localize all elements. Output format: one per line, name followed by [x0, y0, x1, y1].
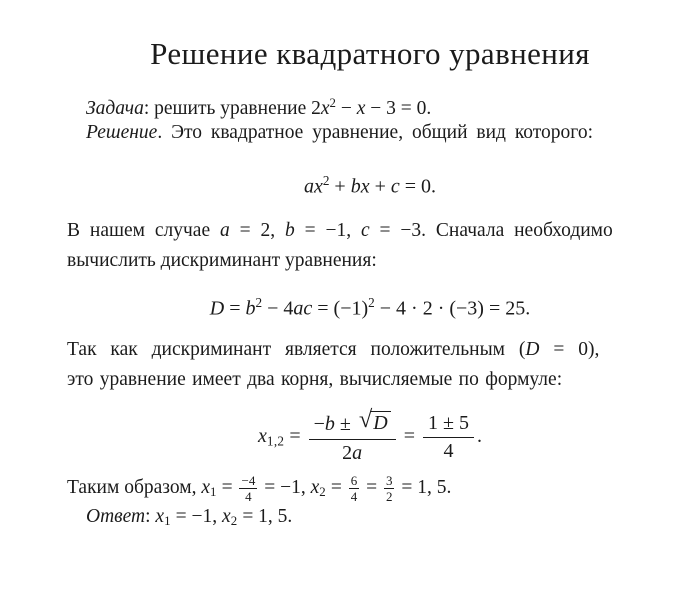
- fraction-numerator: [349, 474, 360, 489]
- math-token: = 2,: [229, 220, 285, 241]
- math-token: −: [313, 413, 325, 436]
- math-token: 3: [385, 473, 393, 489]
- answer-values: [145, 506, 292, 527]
- math-token: c: [361, 220, 370, 241]
- math-token: D: [373, 412, 388, 435]
- fraction: [349, 474, 360, 503]
- radical-icon: √: [358, 406, 373, 434]
- math-token: =: [398, 425, 420, 447]
- math-token: 1: [164, 514, 171, 529]
- math-token: 2: [329, 96, 336, 110]
- math-token: − 3 = 0.: [365, 98, 432, 120]
- math-token: 2: [368, 295, 375, 310]
- page-title: Решение квадратного уравнения: [150, 36, 590, 71]
- math-token: 4: [245, 489, 252, 505]
- math-token: = (−1): [312, 297, 369, 320]
- math-token: = 0),: [539, 339, 600, 360]
- math-token: − 4 · 2 · (−3) = 25.: [374, 297, 531, 320]
- math-token: Так как дискриминант является положительным (: [67, 339, 526, 360]
- math-token: c: [390, 175, 400, 198]
- fraction-numerator: [309, 406, 396, 439]
- fraction-denominator: [384, 489, 395, 503]
- math-token: x: [320, 98, 330, 120]
- math-token: x: [201, 477, 210, 498]
- fraction-denominator: [438, 438, 458, 462]
- math-token: .: [476, 425, 482, 447]
- math-token: 4: [443, 439, 454, 462]
- math-token: 1 ± 5: [427, 411, 469, 434]
- math-token: 2: [322, 173, 330, 188]
- math-token: b: [285, 220, 295, 241]
- square-root: [358, 406, 391, 435]
- discriminant-intro-line: вычислить дискриминант уравнения:: [67, 250, 377, 271]
- math-token: a: [220, 220, 230, 241]
- math-token: 2: [255, 295, 263, 310]
- fraction-denominator: [349, 489, 360, 503]
- positive-discriminant-line: [67, 335, 599, 365]
- math-token: D: [209, 297, 225, 320]
- math-token: x: [155, 506, 165, 527]
- math-token: =: [361, 477, 382, 498]
- math-token: = 1, 5.: [237, 506, 293, 527]
- coefficients-line: [67, 216, 613, 246]
- fraction: [423, 413, 474, 462]
- math-token: x: [356, 98, 366, 120]
- fraction: [239, 474, 257, 503]
- math-token: = −1,: [294, 220, 361, 241]
- math-token: x: [258, 425, 267, 447]
- fraction: [384, 474, 395, 503]
- fraction-denominator: [337, 440, 367, 464]
- answer-line: [67, 502, 292, 536]
- math-token: = −1,: [259, 477, 311, 498]
- math-token: b: [245, 297, 256, 320]
- answer-label: Ответ: [86, 506, 146, 527]
- math-token: 2: [319, 485, 326, 500]
- math-token: 2: [385, 489, 393, 505]
- math-token: −4: [241, 473, 256, 489]
- math-token: 4: [350, 489, 358, 505]
- math-token: =: [284, 425, 306, 447]
- task-lead-text: : решить уравнение: [143, 98, 312, 120]
- two-roots-line: это уравнение имеет два корня, вычисляемые по формуле:: [67, 369, 563, 390]
- fraction: [309, 406, 396, 464]
- math-token: :: [145, 506, 156, 527]
- math-token: 6: [350, 473, 358, 489]
- task-equation: [311, 98, 431, 119]
- math-token: = −3. Сначала необходимо: [369, 220, 613, 241]
- fraction-denominator: [243, 489, 254, 503]
- roots-formula-equation: [0, 402, 699, 472]
- math-token: 2: [311, 98, 321, 120]
- math-token: +: [369, 175, 391, 198]
- math-token: Таким образом,: [67, 477, 202, 498]
- solution-text: . Это квадратное уравнение, общий вид которого:: [157, 122, 593, 143]
- math-token: 1,2: [266, 433, 285, 449]
- math-token: = 0.: [399, 175, 437, 198]
- math-token: ±: [334, 413, 356, 436]
- math-token: a: [352, 441, 363, 464]
- math-token: =: [216, 477, 238, 498]
- math-token: b: [324, 413, 335, 436]
- math-token: ax: [303, 175, 323, 198]
- math-token: x: [310, 477, 320, 498]
- fraction-numerator: [384, 474, 395, 489]
- fraction-numerator: [423, 413, 474, 438]
- math-token: В нашем случае: [67, 220, 220, 241]
- task-label: Задача: [86, 98, 144, 120]
- math-token: =: [224, 297, 246, 320]
- math-token: = 1, 5.: [396, 477, 452, 498]
- math-token: bx: [350, 175, 370, 198]
- math-token: +: [329, 175, 351, 198]
- math-token: − 4: [262, 297, 294, 320]
- fraction-numerator: [239, 474, 257, 489]
- math-token: −: [335, 98, 357, 120]
- math-token: =: [325, 477, 347, 498]
- discriminant-equation: [0, 287, 699, 324]
- solution-label: Решение: [86, 122, 158, 143]
- math-token: 1: [210, 485, 217, 500]
- math-token: x: [222, 506, 231, 527]
- math-token: = −1,: [170, 506, 223, 527]
- math-token: D: [525, 339, 540, 360]
- radicand: [370, 411, 390, 435]
- general-form-equation: [0, 165, 699, 202]
- solution-statement: [67, 118, 593, 148]
- math-token: 2: [230, 514, 238, 529]
- math-token: 2: [342, 441, 353, 464]
- math-token: ac: [293, 297, 313, 320]
